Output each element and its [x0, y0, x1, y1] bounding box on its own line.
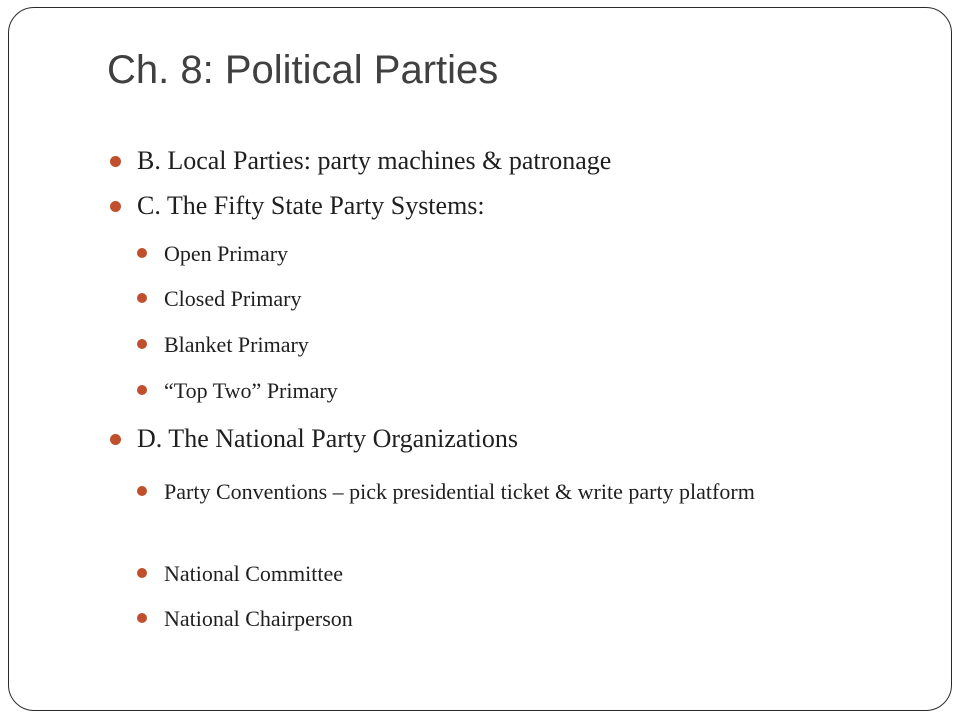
bullet-text: Closed Primary	[164, 286, 302, 311]
bullet-dot-icon	[137, 339, 147, 349]
bullet-text: B. Local Parties: party machines & patronage	[137, 146, 612, 175]
bullet-dot-icon	[137, 248, 147, 258]
sub-bullet-closed-primary	[164, 282, 302, 315]
bullet-dot-icon	[137, 293, 147, 303]
bullet-dot-icon	[110, 156, 121, 167]
bullet-item-national-party-orgs	[137, 424, 518, 454]
bullet-dot-icon	[137, 486, 147, 496]
bullet-text: “Top Two” Primary	[164, 378, 338, 403]
bullet-text: Blanket Primary	[164, 332, 309, 357]
sub-bullet-national-committee	[164, 557, 343, 590]
bullet-text: D. The National Party Organizations	[137, 424, 519, 453]
bullet-text: C. The Fifty State Party Systems:	[137, 191, 485, 220]
sub-bullet-blanket-primary	[164, 328, 309, 361]
slide-title: Ch. 8: Political Parties	[107, 48, 499, 92]
bullet-text: National Committee	[164, 561, 344, 586]
bullet-text: Open Primary	[164, 241, 289, 266]
bullet-dot-icon	[110, 434, 121, 445]
bullet-text: National Chairperson	[164, 606, 353, 631]
bullet-dot-icon	[110, 201, 121, 212]
sub-bullet-open-primary	[164, 237, 288, 270]
sub-bullet-party-conventions	[164, 475, 864, 508]
bullet-text: Party Conventions – pick presidential ticket & write party platform	[164, 479, 755, 504]
bullet-item-local-parties	[137, 146, 611, 176]
bullet-list	[9, 8, 953, 712]
slide-frame	[8, 7, 952, 711]
bullet-item-state-party-systems	[137, 191, 485, 221]
bullet-dot-icon	[137, 568, 147, 578]
sub-bullet-top-two-primary	[164, 374, 338, 407]
bullet-dot-icon	[137, 385, 147, 395]
bullet-dot-icon	[137, 613, 147, 623]
sub-bullet-national-chairperson	[164, 602, 353, 635]
